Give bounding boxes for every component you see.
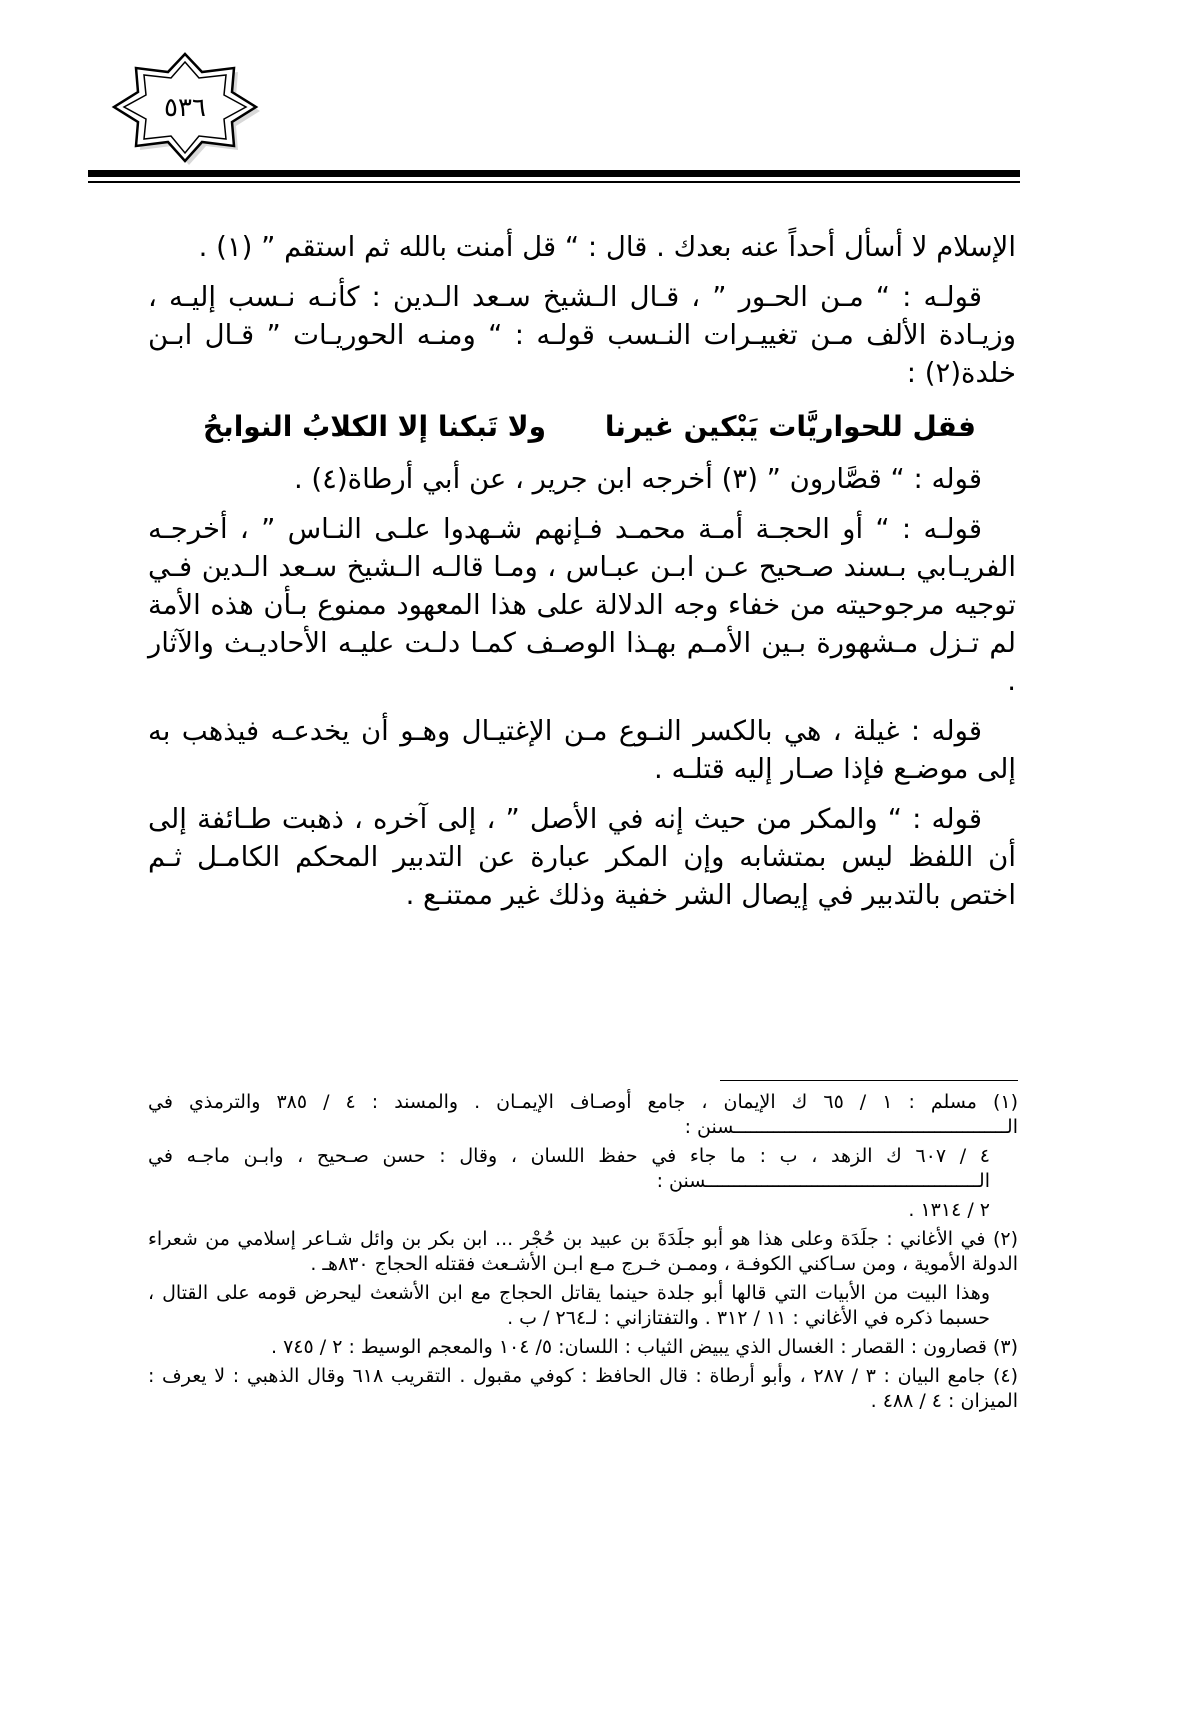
page-number: ٥٣٦ (164, 92, 206, 123)
main-text (148, 228, 1016, 926)
footnote-continuation: ٢ / ١٣١٤ . (908, 1199, 990, 1221)
header-rule-thin (88, 181, 1020, 183)
paragraph: قوله : “ قصَّارون ” (٣) أخرجه ابن جرير ، عن أبي أرطاة(٤) . (293, 463, 982, 495)
paragraph: الإسلام لا أسأل أحداً عنه بعدك . قال : “ قل أمنت بالله ثم استقم ” (١) . (198, 231, 1016, 263)
verse-hemistich-first: فقل للحواريَّات يَبْكين غيرنا (604, 410, 976, 443)
paragraph: قوله : “ والمكر من حيث إنه في الأصل ” ، إلى آخره ، ذهبت طـائفة إلى أن اللفظ ليس بمتشابه وإن المكر عبارة عن التدبير المحكم الكامـل ثـم اختص بالتدبير في إيصال الشر خفية وذلك غير ممتنـع . (148, 803, 1016, 911)
footnote: (٤) جامع البيان : ٣ / ٢٨٧ ، وأبو أرطاة : قال الحافظ : كوفي مقبول . التقريب ٦١٨ وقال الذهبي : لا يعرف : الميزان : ٤ / ٤٨٨ . (148, 1365, 1019, 1412)
paragraph: قولـه : “ مـن الحـور ” ، قـال الـشيخ سـعد الـدين : كأنـه نـسب إليـه ، وزيـادة الألف مـن تغييـرات النـسب قولـه : “ ومنـه الحوريـات ” قـال ابـن خلدة(٢) : (148, 281, 1016, 389)
footnote-separator (720, 1080, 1018, 1081)
footnote: (٢) في الأغاني : جلَدَة وعلى هذا هو أبو جلَدَةَ بن عبيد بن حُجْر ... ابن بكر بن وائل شـاعر إسلامي من شعراء الدولة الأموية ، ومن سـاكني الكوفـة ، وممـن خـرج مـع ابـن الأشـعث فقتله الحجاج ٨٣٠هـ . (148, 1228, 1018, 1275)
footnote: (٣) قصارون : القصار : الغسال الذي يبيض الثياب : اللسان: ٥/ ١٠٤ والمعجم الوسيط : ٢ / ٧٤٥ . (270, 1336, 1018, 1358)
footnote-continuation: وهذا البيت من الأبيات التي قالها أبو جلدة حينما يقاتل الحجاج مع ابن الأشعث ليحرض قومه على القتال ، حسبما ذكره في الأغاني : ١١ / ٣١٢ . والتفتازاني : لـ٢٦٤ / ب . (148, 1282, 990, 1329)
header-rule (88, 170, 1020, 177)
footnotes (148, 1090, 1018, 1418)
verse-hemistich-second: ولا تَبكنا إلا الكلابُ النوابحُ (203, 410, 547, 443)
footnote: (١) مسلم : ١ / ٦٥ ك الإيمان ، جامع أوصـاف الإيمـان . والمسند : ٤ / ٣٨٥ والترمذي في الـــــــــــــــــــــــــــــــــــــــــــــــــسنن : (148, 1091, 1019, 1138)
paragraph: قوله : غيلة ، هي بالكسر النـوع مـن الإغتيـال وهـو أن يخدعـه فيذهب به إلى موضـع فإذا صـار إليه قتلـه . (148, 715, 1016, 785)
paragraph: قولـه : “ أو الحجـة أمـة محمـد فـإنهم شـهدوا علـى النـاس ” ، أخرجـه الفريـابي بـسند صـحيح عـن ابـن عبـاس ، ومـا قالـه الـشيخ سـعد الـدين فـي توجيه مرجوحيته من خفاء وجه الدلالة على هذا المعهود ممنوع بـأن هذه الأمة لم تـزل مـشهورة بـين الأمـم بهـذا الوصـف كمـا دلـت عليـه الأحاديـث والآثار . (148, 513, 1016, 697)
page-number-badge (110, 50, 260, 165)
poetry-verse (148, 404, 1016, 452)
footnote-continuation: ٤ / ٦٠٧ ك الزهد ، ب : ما جاء في حفظ اللسان ، وقال : حسن صـحيح ، وابـن ماجـه في الـــــــــــــــــــــــــــــــــــــــــــــــــسنن : (148, 1145, 991, 1192)
